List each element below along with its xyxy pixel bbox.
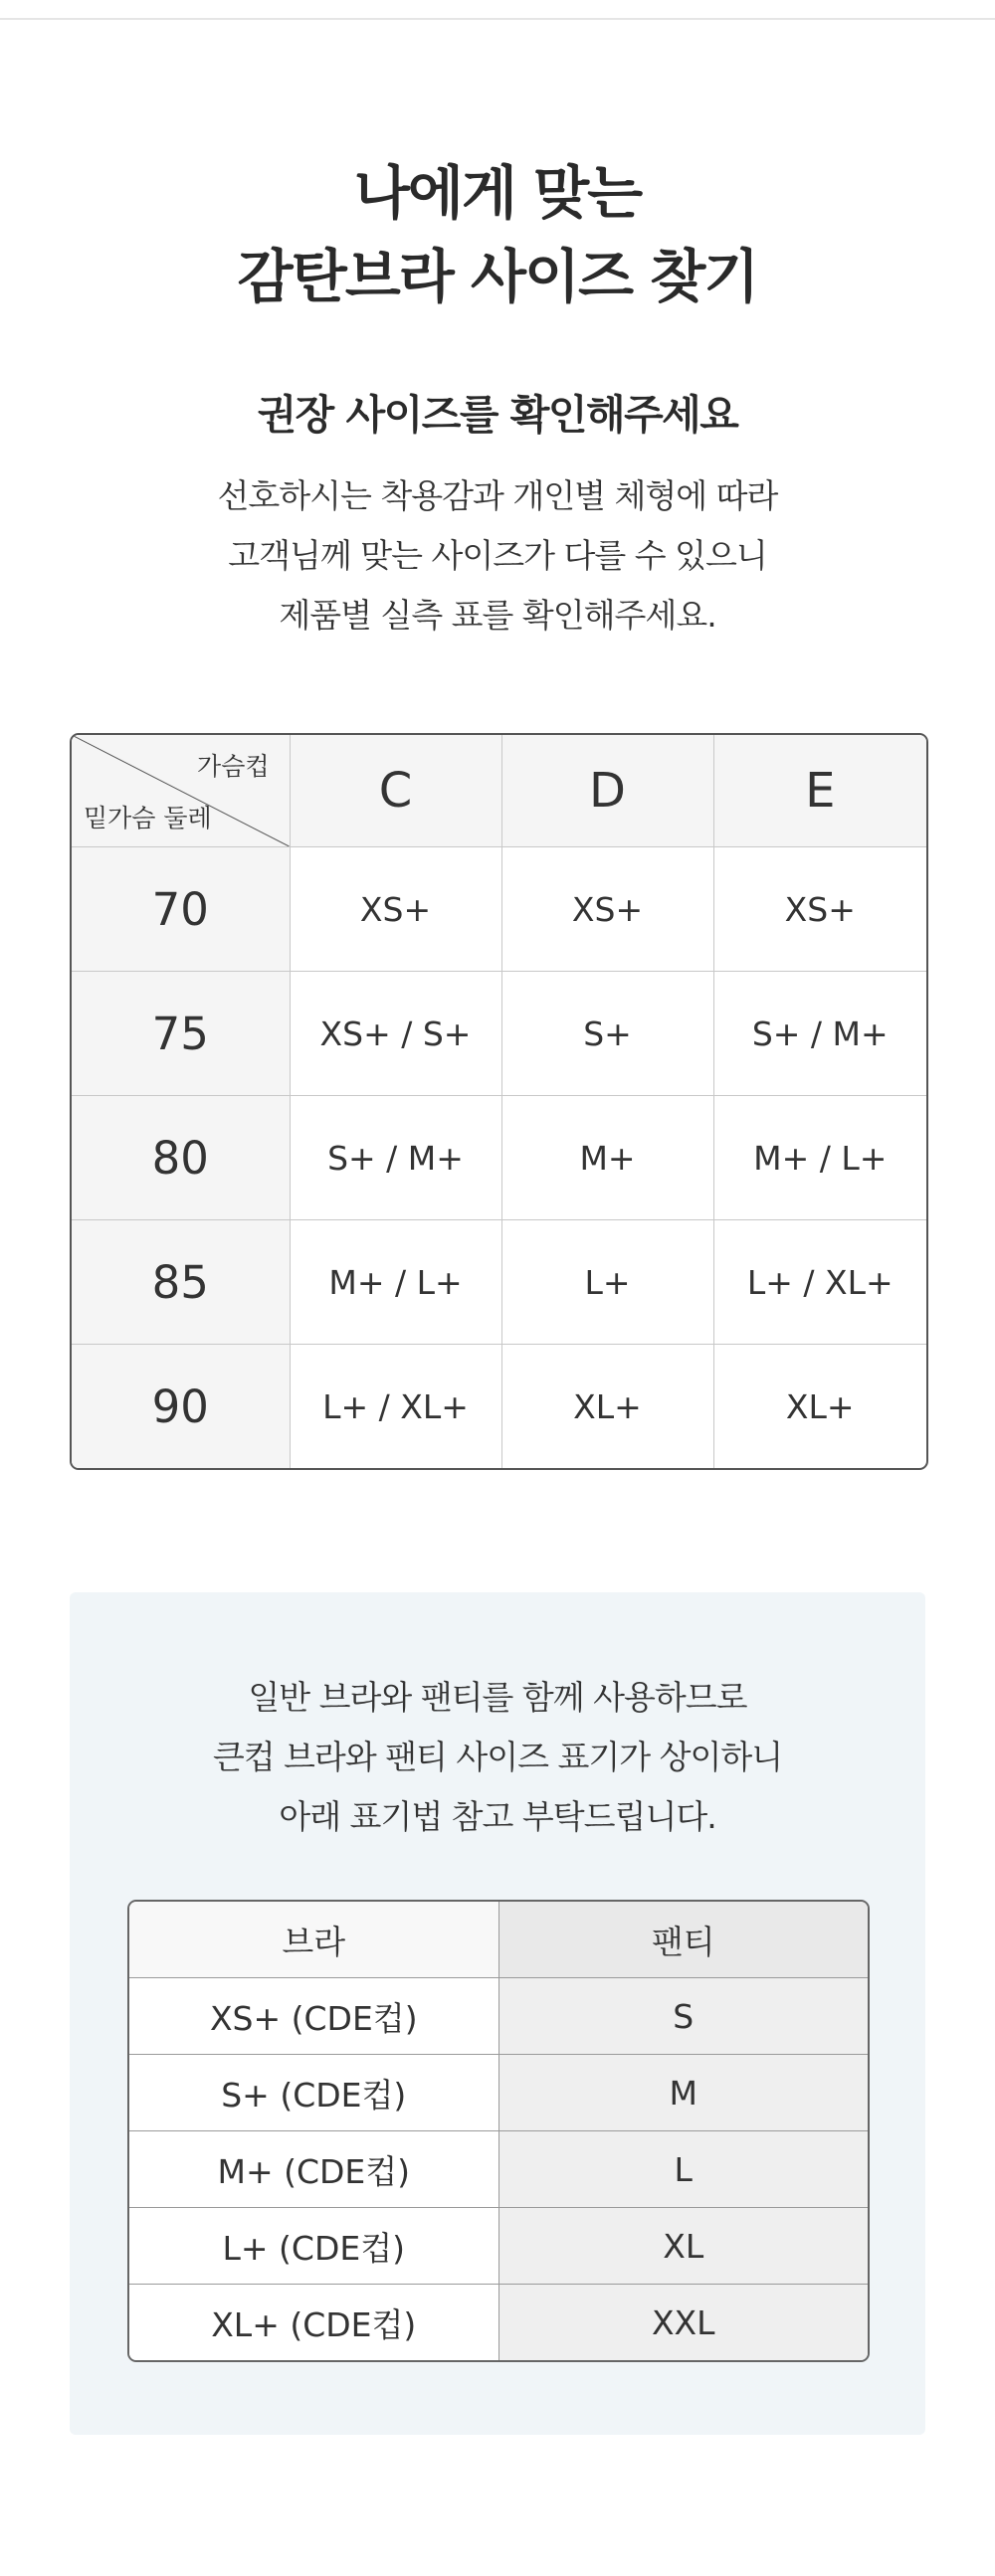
panty-size-cell: S — [498, 1978, 868, 2055]
size-cell: M+ / L+ — [713, 1096, 926, 1220]
title-line-2: 감탄브라 사이즈 찾기 — [237, 243, 758, 310]
size-cell: L+ / XL+ — [290, 1345, 501, 1469]
panty-size-cell: XXL — [498, 2285, 868, 2361]
size-cell: XS+ — [713, 847, 926, 972]
notice-text — [70, 1668, 925, 1847]
size-cell: XL+ — [501, 1345, 713, 1469]
size-cell: XS+ — [290, 847, 501, 972]
size-chart-row — [72, 1345, 926, 1469]
bra-column-header: 브라 — [129, 1902, 498, 1978]
band-size-cell: 75 — [72, 972, 290, 1096]
top-divider — [0, 18, 995, 20]
conversion-row — [129, 2055, 868, 2131]
size-cell: XS+ / S+ — [290, 972, 501, 1096]
cup-header-e: E — [713, 735, 926, 847]
band-size-cell: 90 — [72, 1345, 290, 1469]
description-line: 고객님께 맞는 사이즈가 다를 수 있으니 — [228, 536, 767, 575]
description-line: 선호하시는 착용감과 개인별 체형에 따라 — [217, 476, 778, 515]
band-size-cell: 70 — [72, 847, 290, 972]
description — [0, 466, 995, 645]
size-cell: L+ — [501, 1220, 713, 1345]
bra-size-cell: XS+ (CDE컵) — [129, 1978, 498, 2055]
size-cell: M+ / L+ — [290, 1220, 501, 1345]
size-chart-corner-cell — [72, 735, 290, 847]
notice-line: 큰컵 브라와 팬티 사이즈 표기가 상이하니 — [212, 1738, 783, 1776]
conversion-row — [129, 2131, 868, 2208]
panty-size-cell: XL — [498, 2208, 868, 2285]
cup-header-c: C — [290, 735, 501, 847]
title-line-1: 나에게 맞는 — [353, 159, 642, 227]
size-cell: L+ / XL+ — [713, 1220, 926, 1345]
size-cell: S+ — [501, 972, 713, 1096]
band-size-cell: 80 — [72, 1096, 290, 1220]
size-cell: XS+ — [501, 847, 713, 972]
size-chart-row — [72, 972, 926, 1096]
page-title — [0, 151, 995, 318]
conversion-header-row — [129, 1902, 868, 1978]
band-axis-label: 밑가슴 둘레 — [84, 804, 212, 832]
size-chart-table — [70, 733, 928, 1470]
bra-size-cell: S+ (CDE컵) — [129, 2055, 498, 2131]
section-subtitle: 권장 사이즈를 확인해주세요 — [257, 391, 738, 439]
conversion-row — [129, 1978, 868, 2055]
size-notation-notice — [70, 1592, 925, 2435]
panty-size-cell: L — [498, 2131, 868, 2208]
bra-panty-conversion-table — [127, 1900, 870, 2362]
size-chart-row — [72, 1096, 926, 1220]
size-cell: M+ — [501, 1096, 713, 1220]
notice-line: 일반 브라와 팬티를 함께 사용하므로 — [248, 1678, 747, 1717]
bra-size-cell: M+ (CDE컵) — [129, 2131, 498, 2208]
conversion-row — [129, 2208, 868, 2285]
size-chart-header-row — [72, 735, 926, 847]
bra-size-cell: XL+ (CDE컵) — [129, 2285, 498, 2361]
cup-axis-label: 가슴컵 — [197, 752, 270, 781]
bra-size-cell: L+ (CDE컵) — [129, 2208, 498, 2285]
size-chart-row — [72, 1220, 926, 1345]
band-size-cell: 85 — [72, 1220, 290, 1345]
size-cell: S+ / M+ — [290, 1096, 501, 1220]
size-cell: S+ / M+ — [713, 972, 926, 1096]
cup-header-d: D — [501, 735, 713, 847]
size-chart-row — [72, 847, 926, 972]
panty-size-cell: M — [498, 2055, 868, 2131]
conversion-row — [129, 2285, 868, 2361]
size-cell: XL+ — [785, 1386, 855, 1426]
description-line: 제품별 실측 표를 확인해주세요. — [279, 596, 716, 635]
notice-line: 아래 표기법 참고 부탁드립니다. — [279, 1797, 716, 1836]
panty-column-header: 팬티 — [498, 1902, 868, 1978]
